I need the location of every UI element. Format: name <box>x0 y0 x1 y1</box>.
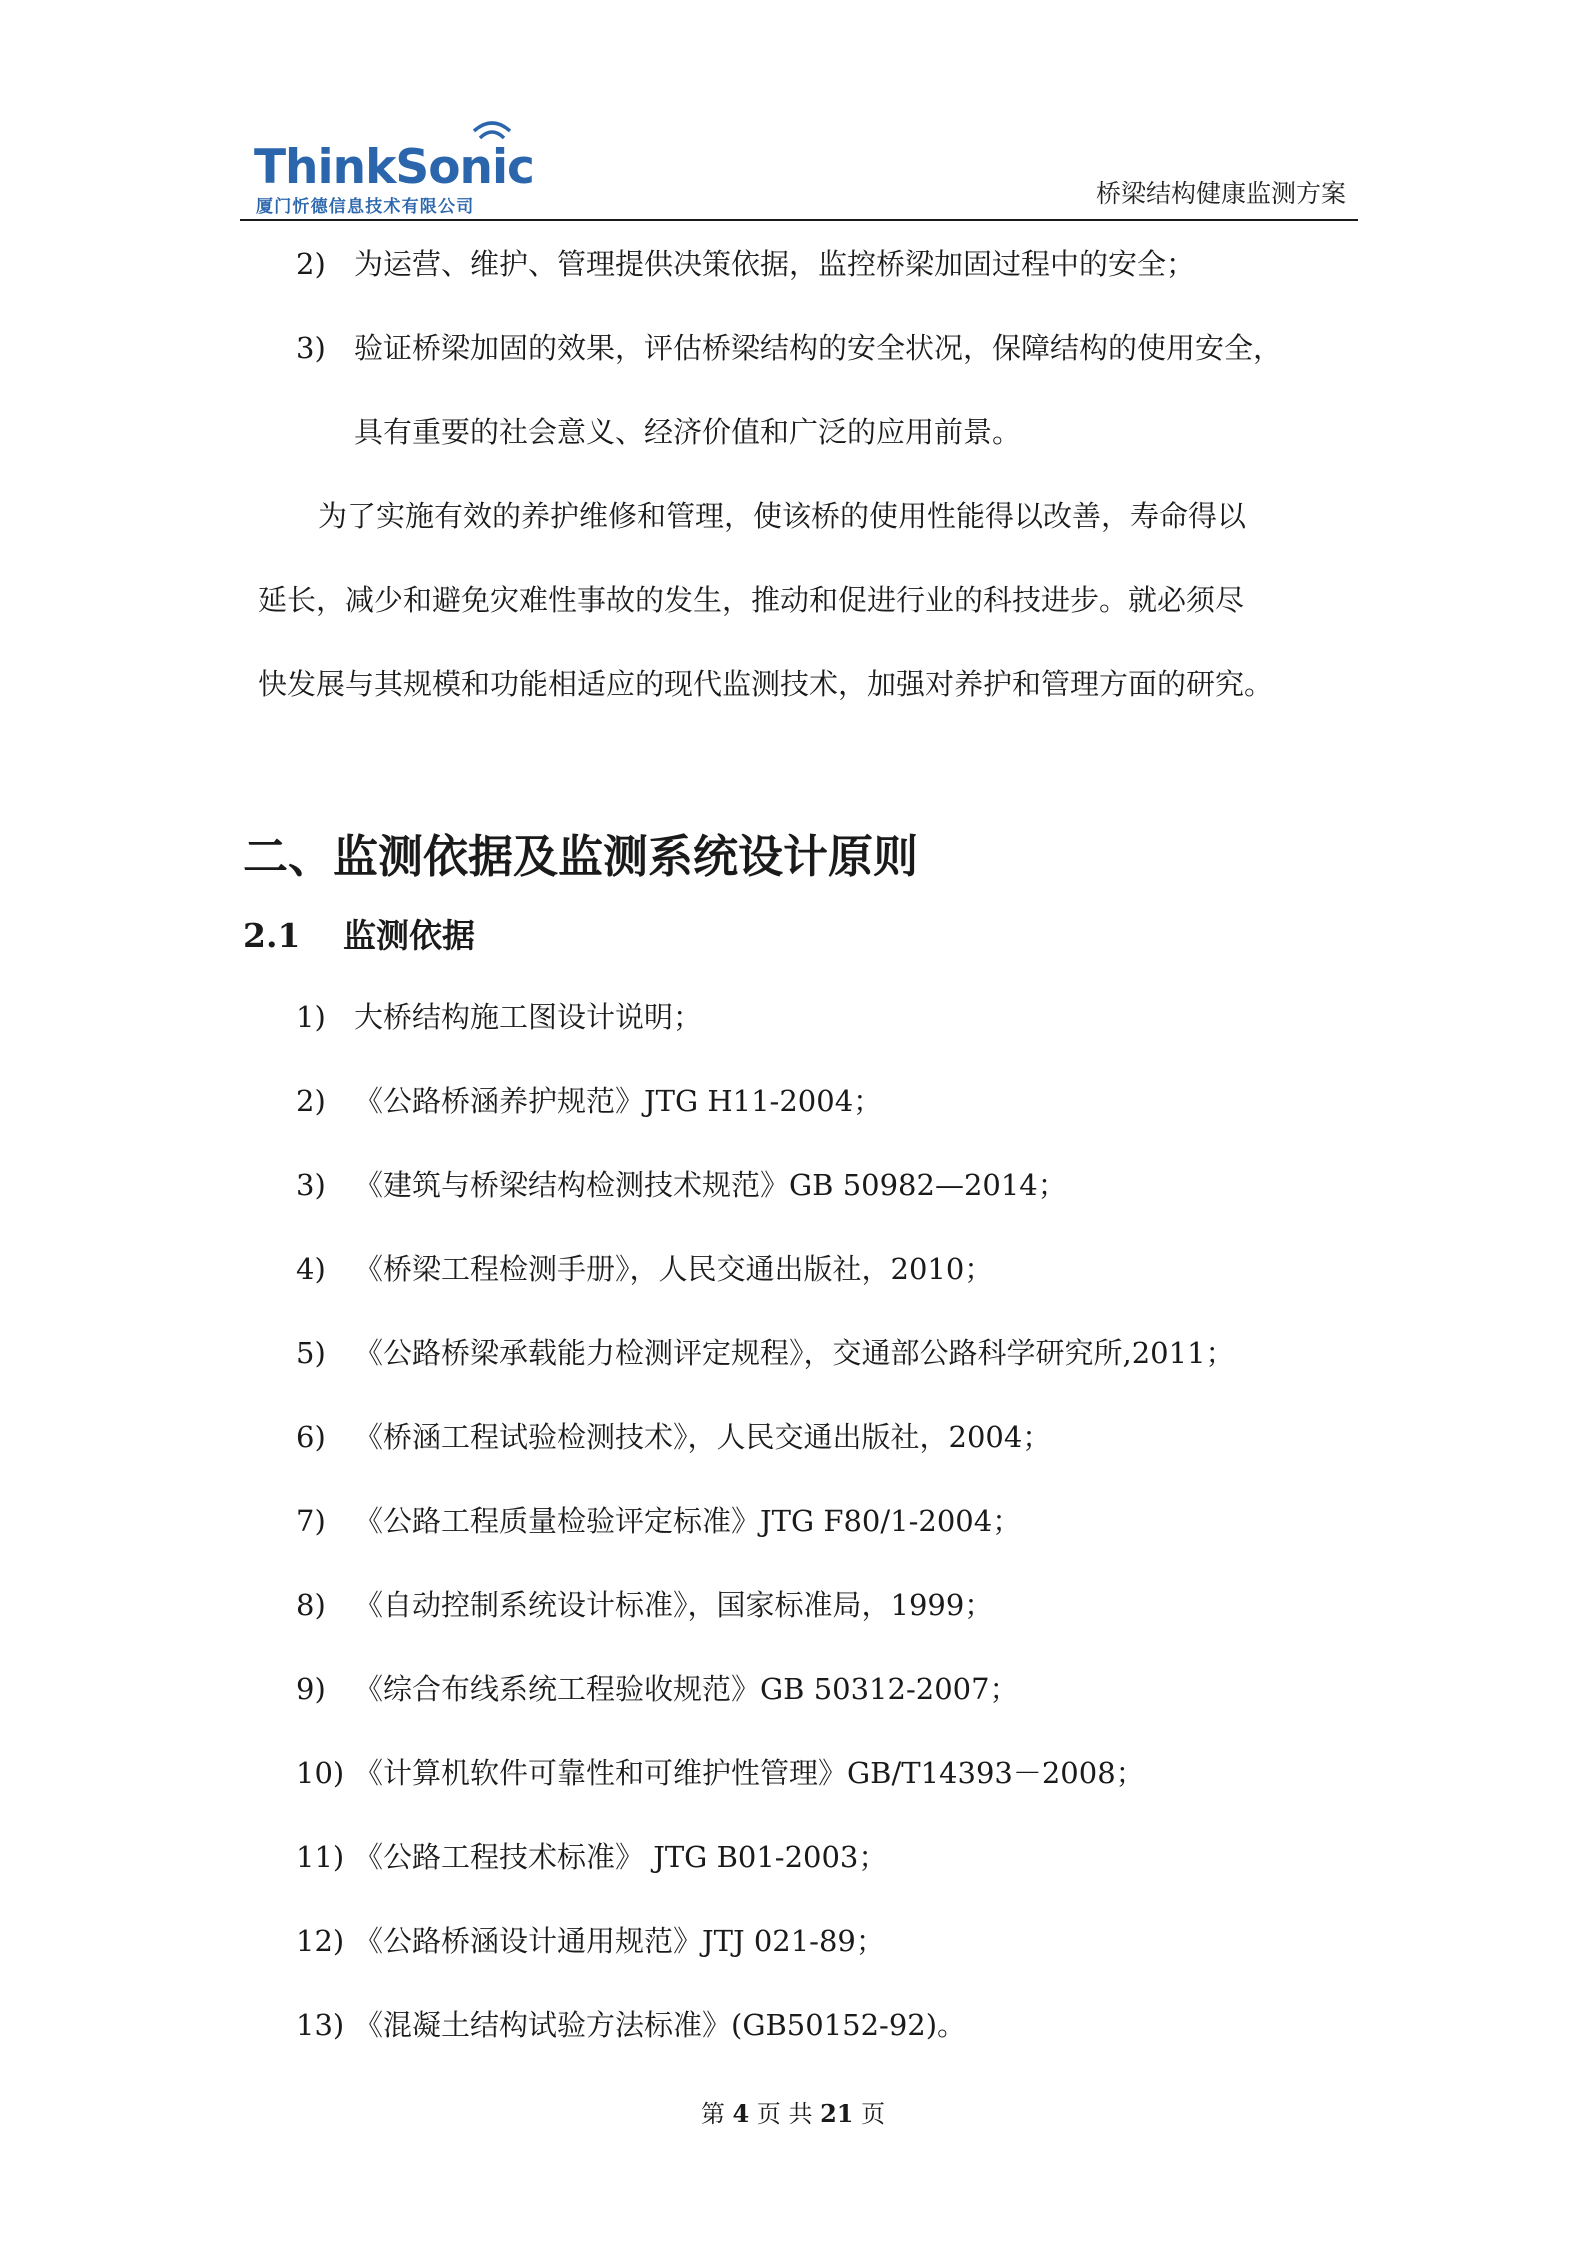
reference-number: 7) <box>296 1504 326 1538</box>
logo-wordmark: ThinkSonic <box>254 140 534 195</box>
reference-item <box>296 1585 993 1625</box>
reference-item <box>296 1249 993 1289</box>
reference-item <box>296 1921 885 1961</box>
reference-text: 《混凝土结构试验方法标准》(GB50152-92)。 <box>354 2008 967 2042</box>
company-logo <box>254 112 554 217</box>
reference-text: 《桥涵工程试验检测技术》，人民交通出版社，2004； <box>354 1420 1052 1454</box>
reference-item <box>296 1669 1019 1709</box>
intro-item-3-continued: 具有重要的社会意义、经济价值和广泛的应用前景。 <box>354 415 1022 449</box>
logo-subtitle: 厦门忻德信息技术有限公司 <box>256 197 475 217</box>
intro-item-2 <box>296 244 1195 284</box>
reference-number: 2) <box>296 1084 326 1118</box>
page-footer <box>0 2094 1586 2129</box>
reference-number: 8) <box>296 1588 326 1622</box>
item-text: 为运营、维护、管理提供决策依据，监控桥梁加固过程中的安全； <box>354 247 1196 281</box>
item-text: 验证桥梁加固的效果，评估桥梁结构的安全状况，保障结构的使用安全， <box>354 331 1283 365</box>
reference-item <box>296 1501 1021 1541</box>
reference-item <box>296 1081 882 1121</box>
reference-number: 11) <box>296 1840 345 1874</box>
reference-text: 《公路桥涵设计通用规范》JTJ 021-89； <box>354 1924 885 1958</box>
reference-item <box>296 1837 887 1877</box>
reference-number: 4) <box>296 1252 326 1286</box>
document-title: 桥梁结构健康监测方案 <box>1095 179 1346 208</box>
subsection-heading <box>243 910 475 957</box>
paragraph-line: 为了实施有效的养护维修和管理，使该桥的使用性能得以改善，寿命得以 <box>318 499 1247 533</box>
item-number: 2) <box>296 247 326 281</box>
reference-text: 《建筑与桥梁结构检测技术规范》GB 50982—2014； <box>354 1168 1067 1202</box>
page-header <box>240 112 1358 222</box>
reference-item <box>296 2005 966 2045</box>
reference-text: 《公路桥梁承载能力检测评定规程》，交通部公路科学研究所,2011； <box>354 1336 1235 1370</box>
reference-text: 《桥梁工程检测手册》，人民交通出版社，2010； <box>354 1252 994 1286</box>
reference-item <box>296 1333 1235 1373</box>
intro-item-3 <box>296 328 1282 368</box>
reference-number: 6) <box>296 1420 326 1454</box>
reference-text: 《计算机软件可靠性和可维护性管理》GB/T14393－2008； <box>354 1756 1145 1790</box>
reference-item <box>296 1753 1145 1793</box>
reference-item <box>296 1165 1067 1205</box>
current-page: 4 <box>732 2099 750 2128</box>
signal-waves-icon <box>468 112 516 142</box>
reference-item <box>296 1417 1051 1457</box>
section-heading: 二、监测依据及监测系统设计原则 <box>243 830 919 883</box>
item-number: 3) <box>296 331 326 365</box>
reference-item <box>296 997 702 1037</box>
reference-number: 3) <box>296 1168 326 1202</box>
reference-text: 《公路工程质量检验评定标准》JTG F80/1-2004； <box>354 1504 1022 1538</box>
reference-number: 10) <box>296 1756 345 1790</box>
reference-number: 13) <box>296 2008 345 2042</box>
total-pages: 21 <box>820 2099 854 2128</box>
footer-middle: 页 共 <box>756 2100 813 2128</box>
footer-suffix: 页 <box>861 2100 886 2128</box>
reference-number: 1) <box>296 1000 326 1034</box>
subsection-title: 监测依据 <box>343 916 475 955</box>
reference-number: 5) <box>296 1336 326 1370</box>
subsection-number: 2.1 <box>243 916 301 955</box>
reference-text: 《公路桥涵养护规范》JTG H11-2004； <box>354 1084 883 1118</box>
reference-text: 《自动控制系统设计标准》，国家标准局，1999； <box>354 1588 994 1622</box>
reference-text: 《综合布线系统工程验收规范》GB 50312-2007； <box>354 1672 1019 1706</box>
paragraph-line: 快发展与其规模和功能相适应的现代监测技术，加强对养护和管理方面的研究。 <box>258 667 1274 701</box>
reference-text: 大桥结构施工图设计说明； <box>354 1000 703 1034</box>
paragraph-line: 延长，减少和避免灾难性事故的发生，推动和促进行业的科技进步。就必须尽 <box>258 583 1245 617</box>
reference-number: 12) <box>296 1924 345 1958</box>
reference-number: 9) <box>296 1672 326 1706</box>
footer-prefix: 第 <box>700 2100 725 2128</box>
header-divider <box>240 219 1358 221</box>
reference-text: 《公路工程技术标准》 JTG B01-2003； <box>354 1840 888 1874</box>
